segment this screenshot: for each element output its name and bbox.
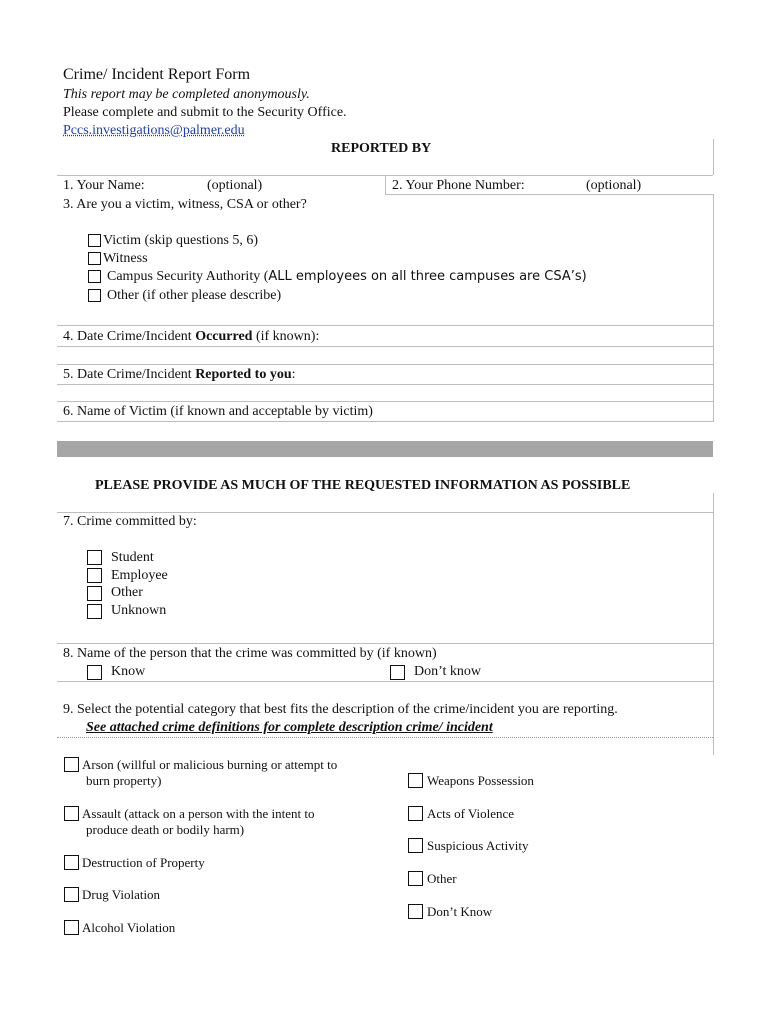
row-divider (385, 194, 713, 195)
form-subtitle: This report may be completed anonymously. (63, 87, 310, 102)
weapons-checkbox[interactable] (408, 773, 423, 788)
employee-option-label: Employee (111, 568, 168, 583)
witness-checkbox[interactable] (88, 252, 101, 265)
student-checkbox[interactable] (87, 550, 102, 565)
csa-option-label (107, 269, 587, 285)
q9-label: 9. Select the potential category that best fits the description of the crime/incident you are reporting. (63, 702, 618, 717)
form-title: Crime/ Incident Report Form (63, 66, 251, 83)
q5-suffix: : (291, 367, 296, 382)
assault-label: Assault (attack on a person with the intent to (82, 806, 315, 821)
employee-checkbox[interactable] (87, 568, 102, 583)
unknown-checkbox[interactable] (87, 604, 102, 619)
csa-note: ALL employees on all three campuses are CSA’s) (268, 269, 587, 284)
q2-hint: (optional) (586, 178, 642, 193)
other-perpetrator-option-label: Other (111, 585, 143, 600)
dont-know-category-label: Don’t Know (427, 904, 493, 919)
details-heading: PLEASE PROVIDE AS MUCH OF THE REQUESTED INFORMATION AS POSSIBLE (95, 478, 631, 493)
other-category-label: Other (427, 871, 457, 886)
violence-label: Acts of Violence (427, 806, 515, 821)
csa-label-text: Campus Security Authority ( (107, 269, 269, 284)
other-role-option-label: Other (if other please describe) (107, 288, 282, 303)
other-perpetrator-checkbox[interactable] (87, 586, 102, 601)
q5-bold: Reported to you (195, 367, 292, 382)
form-instruction: Please complete and submit to the Security Office. (63, 105, 347, 120)
cell-divider (385, 176, 386, 194)
destruction-checkbox[interactable] (64, 855, 79, 870)
row-divider (57, 737, 713, 738)
q5-label (63, 367, 296, 383)
row-divider (57, 512, 713, 513)
drug-checkbox[interactable] (64, 887, 79, 902)
q8-label: 8. Name of the person that the crime was committed by (if known) (63, 646, 437, 661)
suspicious-checkbox[interactable] (408, 838, 423, 853)
table-border (713, 194, 714, 422)
row-divider (57, 401, 713, 402)
suspicious-label: Suspicious Activity (427, 838, 529, 853)
witness-option-label: Witness (103, 251, 148, 266)
alcohol-label: Alcohol Violation (82, 920, 176, 935)
dont-know-option-label: Don’t know (414, 664, 482, 679)
q1-label: 1. Your Name: (63, 178, 145, 193)
table-border (713, 139, 714, 175)
assault-label-cont: produce death or bodily harm) (86, 822, 245, 837)
violence-checkbox[interactable] (408, 806, 423, 821)
know-checkbox[interactable] (87, 665, 102, 680)
csa-checkbox[interactable] (88, 270, 101, 283)
row-divider (57, 325, 713, 326)
unknown-option-label: Unknown (111, 603, 167, 618)
q7-label: 7. Crime committed by: (63, 514, 197, 529)
q4-bold: Occurred (195, 329, 253, 344)
arson-label: Arson (willful or malicious burning or attempt to (82, 757, 338, 772)
victim-checkbox[interactable] (88, 234, 101, 247)
row-divider (57, 421, 713, 422)
row-divider (57, 681, 713, 682)
other-role-checkbox[interactable] (88, 289, 101, 302)
q2-label: 2. Your Phone Number: (392, 178, 525, 193)
q6-label: 6. Name of Victim (if known and acceptable by victim) (63, 404, 373, 419)
other-category-checkbox[interactable] (408, 871, 423, 886)
row-divider (57, 384, 713, 385)
row-divider (57, 346, 713, 347)
know-option-label: Know (111, 664, 146, 679)
q4-prefix: 4. Date Crime/Incident (63, 329, 196, 344)
q4-suffix: (if known): (252, 329, 320, 344)
q5-prefix: 5. Date Crime/Incident (63, 367, 196, 382)
victim-option-label: Victim (skip questions 5, 6) (103, 233, 259, 248)
student-option-label: Student (111, 550, 154, 565)
section-separator-bar (57, 441, 713, 457)
arson-checkbox[interactable] (64, 757, 79, 772)
weapons-label: Weapons Possession (427, 773, 534, 788)
table-border (713, 493, 714, 755)
alcohol-checkbox[interactable] (64, 920, 79, 935)
assault-checkbox[interactable] (64, 806, 79, 821)
arson-label-cont: burn property) (86, 773, 162, 788)
q4-label (63, 329, 319, 345)
q1-hint: (optional) (207, 178, 263, 193)
destruction-label: Destruction of Property (82, 855, 205, 870)
dont-know-category-checkbox[interactable] (408, 904, 423, 919)
drug-label: Drug Violation (82, 887, 161, 902)
security-email-link[interactable]: Pccs.investigations@palmer.edu (63, 123, 245, 138)
row-divider (57, 643, 713, 644)
q9-definitions-note: See attached crime definitions for complete description crime/ incident (86, 720, 493, 735)
reported-by-heading: REPORTED BY (331, 141, 432, 156)
q3-label: 3. Are you a victim, witness, CSA or other? (63, 197, 307, 212)
row-divider (57, 364, 713, 365)
dont-know-checkbox[interactable] (390, 665, 405, 680)
